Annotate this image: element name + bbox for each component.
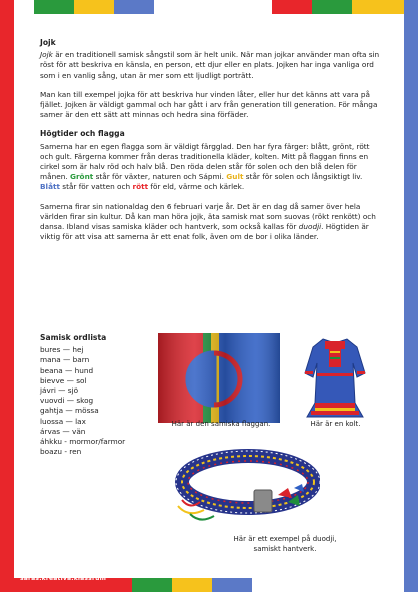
blue-word: Blått bbox=[40, 182, 60, 192]
duodji-belt-image bbox=[170, 440, 320, 530]
duodji-word: duodji bbox=[298, 222, 322, 232]
yellow-word: Gult bbox=[226, 172, 244, 182]
word-item: luossa — lax bbox=[40, 416, 86, 426]
flagga-text-a: Samerna har en egen flagga som är väldigt färgglad. Den har fyra färger: blått, grönt, rött och gult. Färgerna kommer från deras traditionella kläder, kolten. Mitt på flaggan finns en cirkel som är halv röd och halv blå. Den röda delen står för solen och den blå delen för månen. bbox=[40, 141, 370, 182]
flagga-text-b: står för växter, naturen och Sápmi. bbox=[93, 172, 227, 182]
sami-flag-image bbox=[158, 333, 280, 423]
jojk-text: är en traditionell samisk sångstil som är helt unik. När man jojkar använder man ofta sin röst för att beskriva en känsla, en person, ett djur eller en plats. Jojken har inga vanliga ord som i en vanlig sång, utan är mer som ett ljudligt porträtt. bbox=[40, 50, 380, 80]
flagga-paragraph-1 bbox=[40, 142, 384, 193]
word-item: bievve — sol bbox=[40, 375, 87, 385]
right-blue-border bbox=[404, 0, 418, 592]
kolt-caption: Här är en kolt. bbox=[310, 420, 361, 428]
word-item: árvas — vän bbox=[40, 426, 86, 436]
flagga-heading: Högtider och flagga bbox=[40, 129, 125, 139]
green-word: Grönt bbox=[69, 172, 94, 182]
jojk-heading: Jojk bbox=[40, 38, 56, 47]
main-text bbox=[40, 38, 384, 251]
word-item: vuovdi — skog bbox=[40, 396, 94, 406]
red-word: rött bbox=[132, 182, 149, 192]
nationaldag-text-b: . Högtiden är viktig för att visa att samerna är ett enat folk, även om de bor i olika länder. bbox=[40, 222, 369, 242]
flagga-paragraph-2 bbox=[40, 202, 384, 243]
word-item: beana — hund bbox=[40, 365, 94, 375]
word-item: boazu - ren bbox=[40, 447, 82, 457]
flag-caption: Här är den samiska flaggan. bbox=[171, 420, 271, 428]
jojk-word: Jojk bbox=[40, 50, 53, 60]
kolt-image bbox=[295, 333, 375, 423]
word-item: áhkku - mormor/farmor bbox=[40, 437, 126, 447]
ordlista-heading: Samisk ordlista bbox=[40, 333, 107, 342]
jojk-paragraph-2: Man kan till exempel jojka för att beskriva hur vinden låter, eller hur det känns att vara på fjället. Jojken är väldigt gammal och har gått i arv från generation till generation. För många samer är den ett sätt att minnas och hedra sina förfäder. bbox=[40, 89, 378, 120]
flagga-text-d: står för vatten och bbox=[59, 182, 133, 192]
flagga-text-c: står för solen och långsiktigt liv. bbox=[243, 172, 363, 182]
word-item: bures — hej bbox=[40, 345, 84, 355]
nationaldag-text-a: Samerna firar sin nationaldag den 6 februari varje år. Det är en dag då samer över hela världen firar sin kultur. Då kan man höra jojk, äta samisk mat som suovas (rökt renkött) och dansa. Ibland visas samiska kläder och hantverk, som också kallas för bbox=[40, 201, 376, 232]
flagga-text-e: för eld, värme och kärlek. bbox=[148, 182, 245, 192]
footer-credit: saras.kreativa.klassrum bbox=[20, 575, 107, 582]
word-item: jávri — sjö bbox=[40, 386, 79, 396]
jojk-paragraph-1 bbox=[40, 50, 384, 81]
duodji-caption: Här är ett exempel på duodji, samiskt hantverk. bbox=[233, 535, 337, 553]
left-red-border bbox=[0, 0, 14, 592]
top-color-strip bbox=[14, 0, 404, 14]
samisk-ordlista bbox=[40, 333, 150, 457]
word-item: gahtja — mössa bbox=[40, 406, 99, 416]
word-item: mana — barn bbox=[40, 355, 90, 365]
